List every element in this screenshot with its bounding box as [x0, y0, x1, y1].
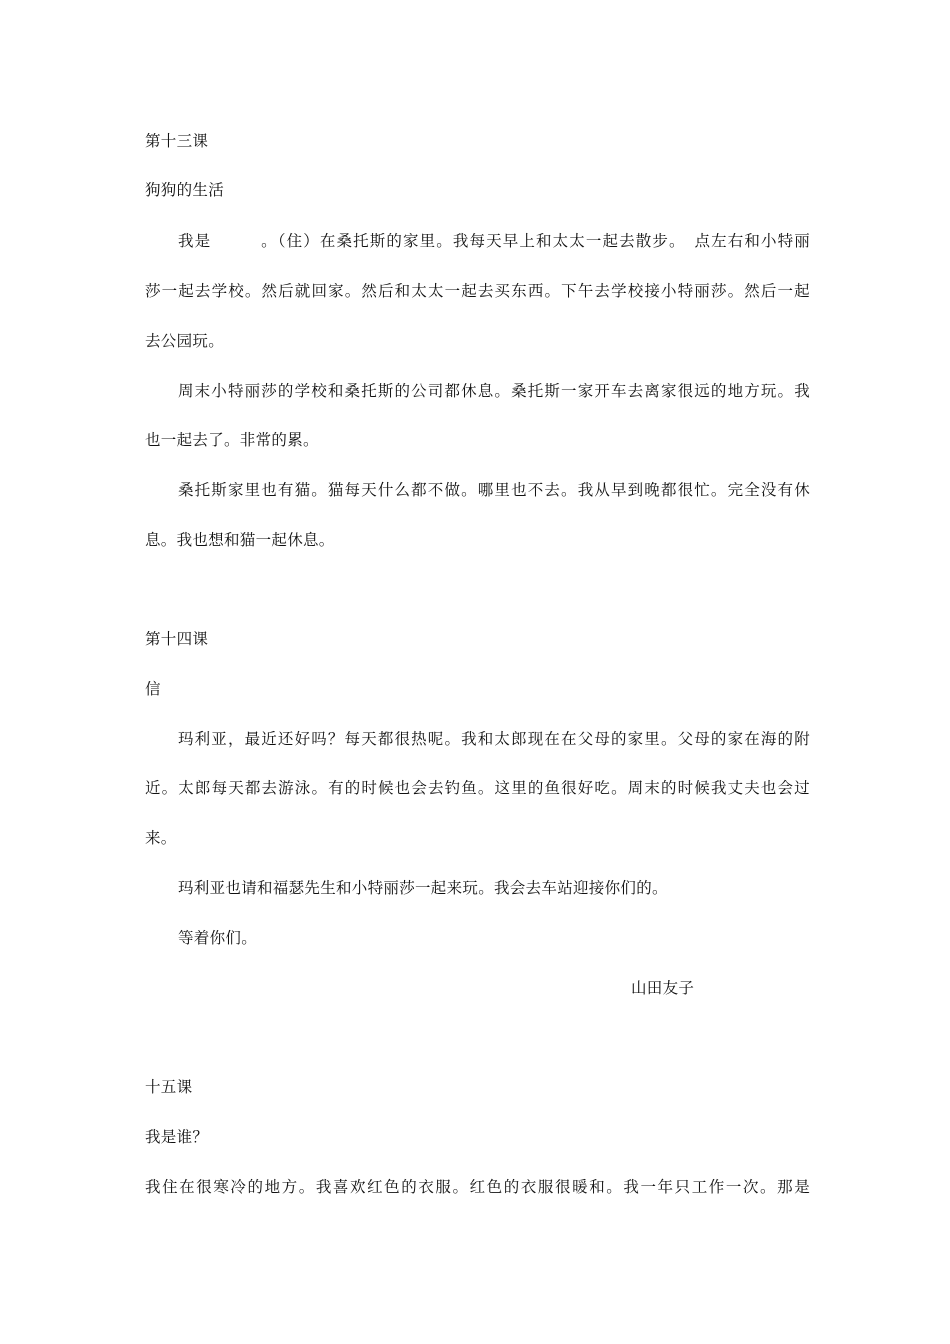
lesson15-p1-line1: 我住在很寒冷的地方。我喜欢红色的衣服。红色的衣服很暖和。我一年只工作一次。那是 — [145, 1178, 810, 1196]
lesson13-p2-line1: 周末小特丽莎的学校和桑托斯的公司都休息。桑托斯一家开车去离家很远的地方玩。我 — [178, 382, 810, 400]
lesson13-p1-line1: 我是 。（住）在桑托斯的家里。我每天早上和太太一起去散步。 点左右和小特丽 — [178, 232, 810, 250]
lesson15-heading: 十五课 — [145, 1078, 193, 1096]
lesson14-heading: 第十四课 — [145, 630, 209, 648]
lesson13-p2-line2: 也一起去了。非常的累。 — [145, 431, 319, 449]
lesson13-p3-line1: 桑托斯家里也有猫。猫每天什么都不做。哪里也不去。我从早到晚都很忙。完全没有休 — [178, 481, 810, 499]
lesson13-heading: 第十三课 — [145, 132, 209, 150]
lesson14-p3: 等着你们。 — [178, 929, 258, 947]
lesson14-p1-line2: 近。太郎每天都去游泳。有的时候也会去钓鱼。这里的鱼很好吃。周末的时候我丈夫也会过 — [145, 779, 810, 797]
lesson13-p3-line2: 息。我也想和猫一起休息。 — [145, 531, 335, 549]
lesson14-title: 信 — [145, 680, 161, 698]
lesson15-title: 我是谁？ — [145, 1128, 209, 1146]
lesson14-signature: 山田友子 — [631, 979, 695, 997]
lesson14-p1-line1: 玛利亚，最近还好吗？每天都很热呢。我和太郎现在在父母的家里。父母的家在海的附 — [178, 730, 810, 748]
lesson13-title: 狗狗的生活 — [145, 181, 225, 199]
lesson14-p2: 玛利亚也请和福瑟先生和小特丽莎一起来玩。我会去车站迎接你们的。 — [178, 879, 668, 897]
lesson14-p1-line3: 来。 — [145, 829, 177, 847]
lesson13-p1-line2: 莎一起去学校。然后就回家。然后和太太一起去买东西。下午去学校接小特丽莎。然后一起 — [145, 282, 810, 300]
lesson13-p1-line3: 去公园玩。 — [145, 332, 225, 350]
